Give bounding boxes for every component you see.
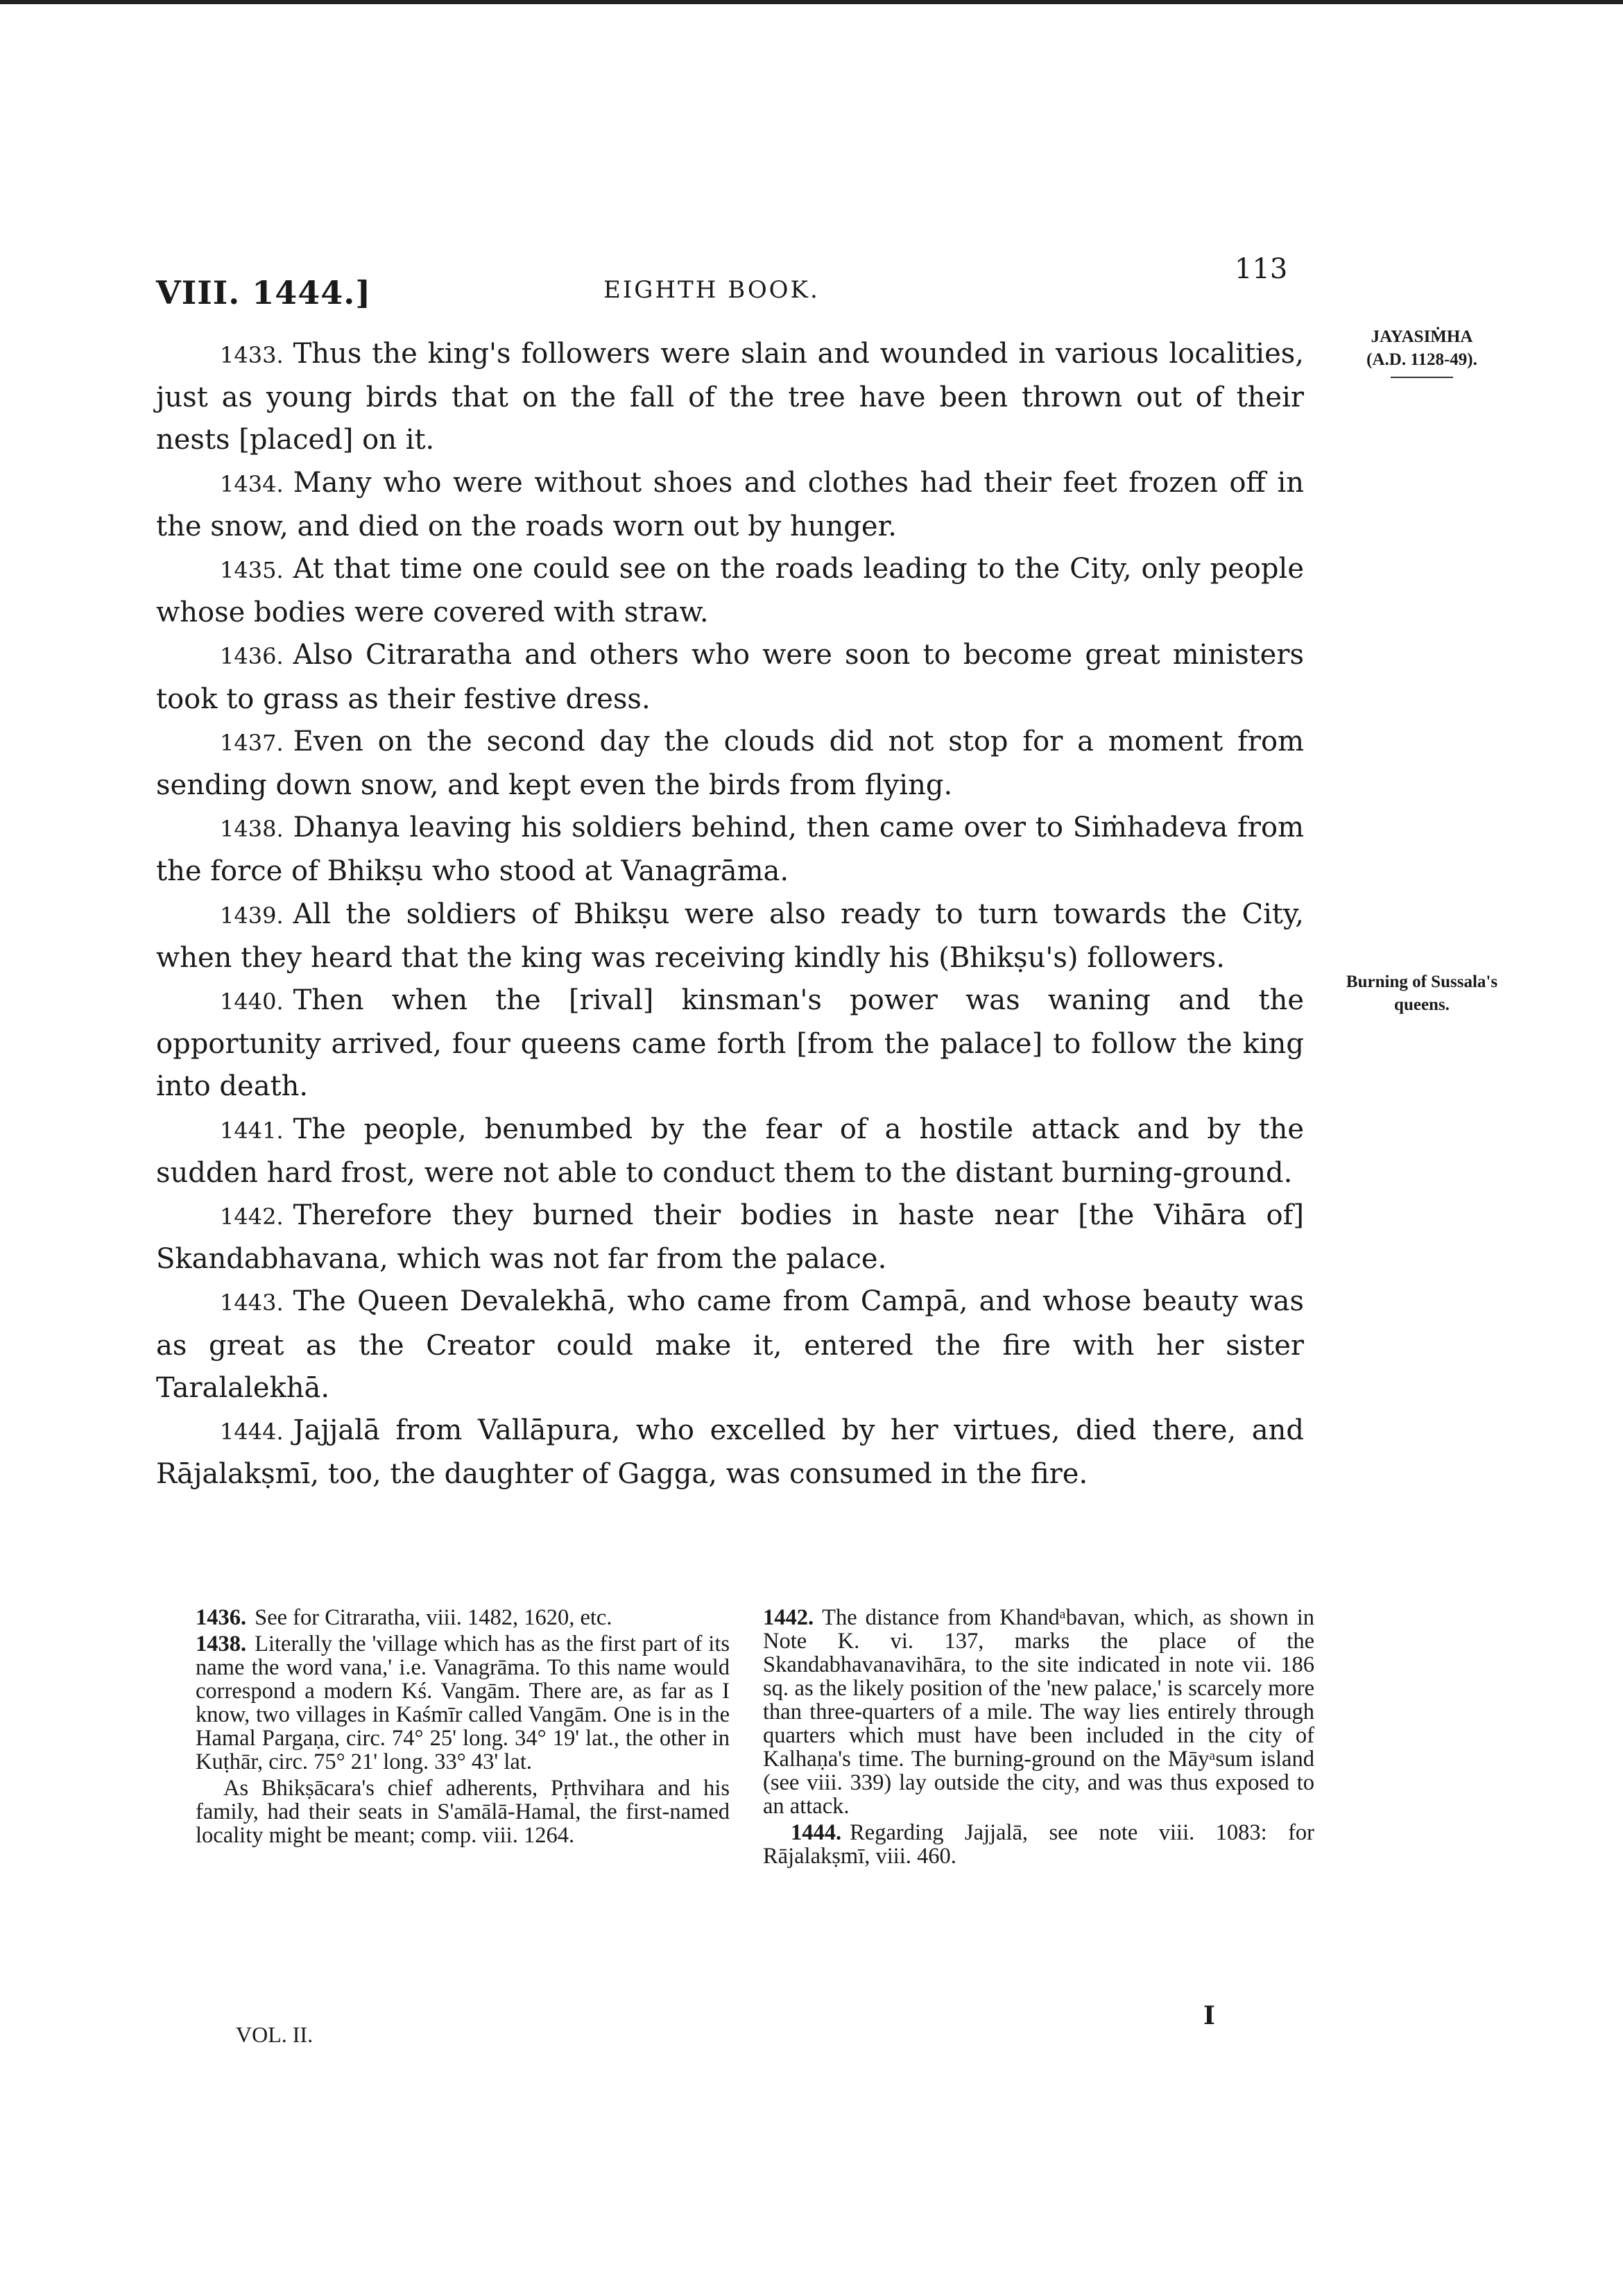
- top-border: [0, 0, 1623, 4]
- footnotes-right-column: [763, 1606, 1314, 1871]
- footnote-text: As Bhikṣācara's chief adherents, Pṛthvihara and his family, had their seats in S'amālā-Hamal, the first-named locality might be meant; comp. viii. 1264.: [196, 1776, 730, 1848]
- verse-number: 1437.: [220, 729, 284, 756]
- verse-text: Thus the king's followers were slain and wounded in various localities, just as young birds that on the fall of the tree have been thrown out of their nests [placed] on it.: [156, 338, 1304, 456]
- footnote-number: 1436.: [196, 1605, 247, 1630]
- footnote-text: Regarding Jajjalā, see note viii. 1083: for Rājalakṣmī, viii. 460.: [763, 1820, 1314, 1869]
- verse-1439: [156, 893, 1304, 979]
- verse-number: 1434.: [220, 470, 284, 497]
- verse-number: 1439.: [220, 902, 284, 929]
- footnote-text: See for Citraratha, viii. 1482, 1620, etc.: [255, 1605, 612, 1630]
- verse-1434: [156, 462, 1304, 548]
- verse-1441: [156, 1108, 1304, 1194]
- verse-text: Also Citraratha and others who were soon to become great ministers took to grass as their festive dress.: [156, 639, 1304, 715]
- verse-number: 1440.: [220, 988, 284, 1016]
- verse-1436: [156, 634, 1304, 720]
- margin-note-burning-line1: Burning of Sussala's: [1346, 973, 1498, 991]
- footnotes-left-column: [196, 1606, 730, 1850]
- verse-1442: [156, 1194, 1304, 1280]
- footnote-text: The distance from Khandᵃbavan, which, as shown in Note K. vi. 137, marks the place of the Skandabhavanavihāra, to the site indicated in note vii. 186 sq. as the likely position of the 'new palace,' is scarcely more than three-quarters of a mile. The way lies entirely through quarters which must have been included in the city of Kalhaṇa's time. The burning-ground on the Māyᵃsum island (see viii. 339) lay outside the city, and was thus exposed to an attack.: [763, 1605, 1314, 1819]
- verse-text: Dhanya leaving his soldiers behind, then came over to Siṁhadeva from the force of Bhikṣu who stood at Vanagrāma.: [156, 812, 1304, 888]
- verse-text: Jajjalā from Vallāpura, who excelled by her virtues, died there, and Rājalakṣmī, too, the daughter of Gagga, was consumed in the fire.: [156, 1414, 1304, 1491]
- main-text: [156, 333, 1304, 1496]
- footnote-1438: [196, 1632, 730, 1774]
- footnote-number: 1444.: [791, 1820, 842, 1845]
- verse-number: 1433.: [220, 342, 284, 368]
- running-head-left: VIII. 1444.]: [156, 274, 372, 311]
- verse-1443: [156, 1280, 1304, 1410]
- verse-number: 1436.: [220, 643, 284, 670]
- verse-text: Even on the second day the clouds did not stop for a moment from sending down snow, and kept even the birds from flying.: [156, 725, 1304, 802]
- verse-1440: [156, 979, 1304, 1108]
- verse-number: 1442.: [220, 1203, 284, 1231]
- verse-number: 1435.: [220, 557, 284, 584]
- verse-text: Then when the [rival] kinsman's power was waning and the opportunity arrived, four queens came forth [from the palace] to follow the king into death.: [156, 984, 1304, 1103]
- footnote-1444: [763, 1821, 1314, 1868]
- footnote-1438-continued: [196, 1776, 730, 1847]
- verse-1438: [156, 807, 1304, 893]
- verse-text: Therefore they burned their bodies in haste near [the Vihāra of] Skandabhavana, which was not far from the palace.: [156, 1199, 1304, 1276]
- margin-note-burning-line2: queens.: [1394, 995, 1450, 1014]
- footnote-number: 1438.: [196, 1631, 247, 1656]
- signature-letter: I: [1203, 2001, 1215, 2030]
- verse-text: Many who were without shoes and clothes had their feet frozen off in the snow, and died on the roads worn out by hunger.: [156, 466, 1304, 542]
- verse-1444: [156, 1410, 1304, 1496]
- page-number: 113: [1235, 253, 1288, 285]
- footnote-text: Literally the 'village which has as the first part of its name the word vana,' i.e. Vanagrāma. To this name would correspond a modern Kś. Vangām. There are, as far as I know, two villages in Kaśmīr called Vangām. One is in the Hamal Pargaṇa, circ. 74° 25' long. 34° 19' lat., the other in Kuṭhār, circ. 75° 21' long. 33° 43' lat.: [196, 1631, 730, 1774]
- verse-text: All the soldiers of Bhikṣu were also ready to turn towards the City, when they heard that the king was receiving kindly his (Bhikṣu's) followers.: [156, 898, 1304, 974]
- footnote-1442: [763, 1606, 1314, 1818]
- verse-text: The people, benumbed by the fear of a hostile attack and by the sudden hard frost, were not able to conduct them to the distant burning-ground.: [156, 1113, 1304, 1189]
- footnote-number: 1442.: [763, 1605, 814, 1630]
- verse-number: 1438.: [220, 816, 284, 843]
- verse-text: At that time one could see on the roads leading to the City, only people whose bodies were covered with straw.: [156, 553, 1304, 629]
- footnote-1436: [196, 1606, 730, 1629]
- margin-note-dates: (A.D. 1128-49).: [1366, 350, 1477, 369]
- verse-number: 1441.: [220, 1117, 284, 1144]
- signature-mark: VOL. II.: [236, 2022, 314, 2047]
- verse-text: The Queen Devalekhā, who came from Campā, and whose beauty was as great as the Creator could make it, entered the fire with her sister Taralalekhā.: [156, 1285, 1304, 1404]
- verse-1433: [156, 333, 1304, 462]
- margin-note-king: JAYASIṀHA: [1371, 327, 1473, 346]
- verse-1437: [156, 721, 1304, 807]
- verse-number: 1443.: [220, 1290, 284, 1317]
- margin-note-rule: [1391, 377, 1453, 378]
- margin-note-reign: [1328, 326, 1515, 378]
- margin-note-burning: [1321, 971, 1522, 1016]
- verse-number: 1444.: [220, 1419, 284, 1446]
- verse-1435: [156, 548, 1304, 634]
- running-head-title: EIGHTH BOOK.: [603, 276, 820, 304]
